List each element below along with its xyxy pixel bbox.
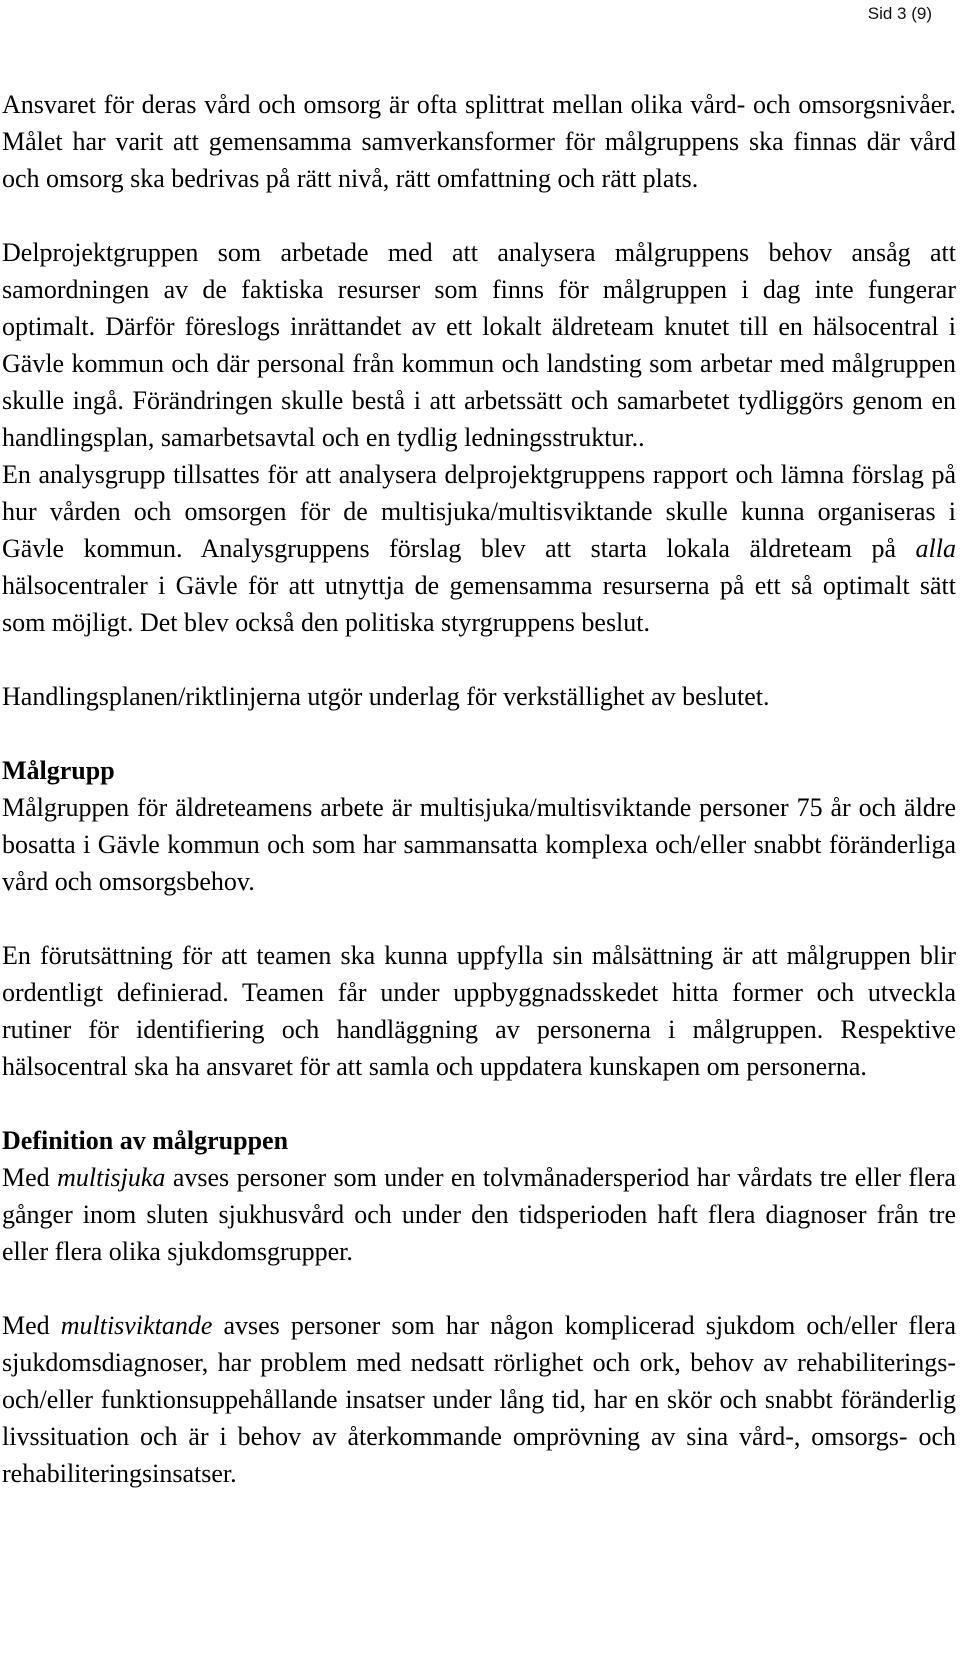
heading-malgrupp: Målgrupp bbox=[2, 756, 115, 785]
paragraph-analysgrupp: En analysgrupp tillsattes för att analysera delprojektgruppens rapport och lämna förslag på hur vården och omsorgen för de multisjuka/multisviktande skulle kunna organiseras i Gävle kommun. Analysgruppens förslag blev att starta lokala äldreteam på alla hälsocentraler i Gävle för att utnyttja de gemensamma resurserna på ett så optimalt sätt som möjligt. Det blev också den politiska styrgruppens beslut. bbox=[2, 460, 956, 637]
page-number: Sid 3 (9) bbox=[867, 4, 932, 23]
paragraph-handlingsplanen: Handlingsplanen/riktlinjerna utgör underlag för verkställighet av beslutet. bbox=[2, 682, 770, 711]
paragraph-responsibility: Ansvaret för deras vård och omsorg är ofta splittrat mellan olika vård- och omsorgsnivåer. Målet har varit att gemensamma samverkansformer för målgruppens ska finnas där vård och omsorg ska bedrivas på rätt nivå, rätt omfattning och rätt plats. bbox=[2, 90, 956, 193]
paragraph-delprojektgruppen: Delprojektgruppen som arbetade med att analysera målgruppens behov ansåg att samordningen av de faktiska resurser som finns för målgruppen i dag inte fungerar optimalt. Därför föreslogs inrättandet av ett lokalt äldreteam knutet till en hälsocentral i Gävle kommun och där personal från kommun och landsting som arbetar med målgruppen skulle ingå. Förändringen skulle bestå i att arbetssätt och samarbetet tydliggörs genom en handlingsplan, samarbetsavtal och en tydlig ledningsstruktur.. bbox=[2, 238, 956, 452]
paragraph-malgrupp-description: Målgruppen för äldreteamens arbete är multisjuka/multisviktande personer 75 år och äldre bosatta i Gävle kommun och som har sammansatta komplexa och/eller snabbt föränderliga vård och omsorgsbehov. bbox=[2, 793, 956, 896]
paragraph-multisjuka: Med multisjuka avses personer som under en tolvmånadersperiod har vårdats tre eller flera gånger inom sluten sjukhusvård och under den tidsperioden haft flera diagnoser från tre eller flera olika sjukdomsgrupper. bbox=[2, 1163, 956, 1266]
paragraph-malgrupp-definition-need: En förutsättning för att teamen ska kunna uppfylla sin målsättning är att målgruppen blir ordentligt definierad. Teamen får under uppbyggnadsskedet hitta former och utveckla rutiner för identifiering och handläggning av personerna i målgruppen. Respektive hälsocentral ska ha ansvaret för att samla och uppdatera kunskapen om personerna. bbox=[2, 941, 956, 1081]
emphasis-multisviktande: multisviktande bbox=[60, 1311, 213, 1340]
heading-definition: Definition av målgruppen bbox=[2, 1126, 289, 1155]
emphasis-multisjuka: multisjuka bbox=[57, 1163, 166, 1192]
paragraph-multisviktande: Med multisviktande avses personer som har någon komplicerad sjukdom och/eller flera sjukdomsdiagnoser, har problem med nedsatt rörlighet och ork, behov av rehabiliterings- och/eller funktionsuppehållande insatser under lång tid, har en skör och snabbt föränderlig livssituation och är i behov av återkommande omprövning av sina vård-, omsorgs- och rehabiliteringsinsatser. bbox=[2, 1311, 956, 1488]
document-body bbox=[2, 86, 956, 1492]
emphasis-alla: alla bbox=[915, 534, 956, 563]
